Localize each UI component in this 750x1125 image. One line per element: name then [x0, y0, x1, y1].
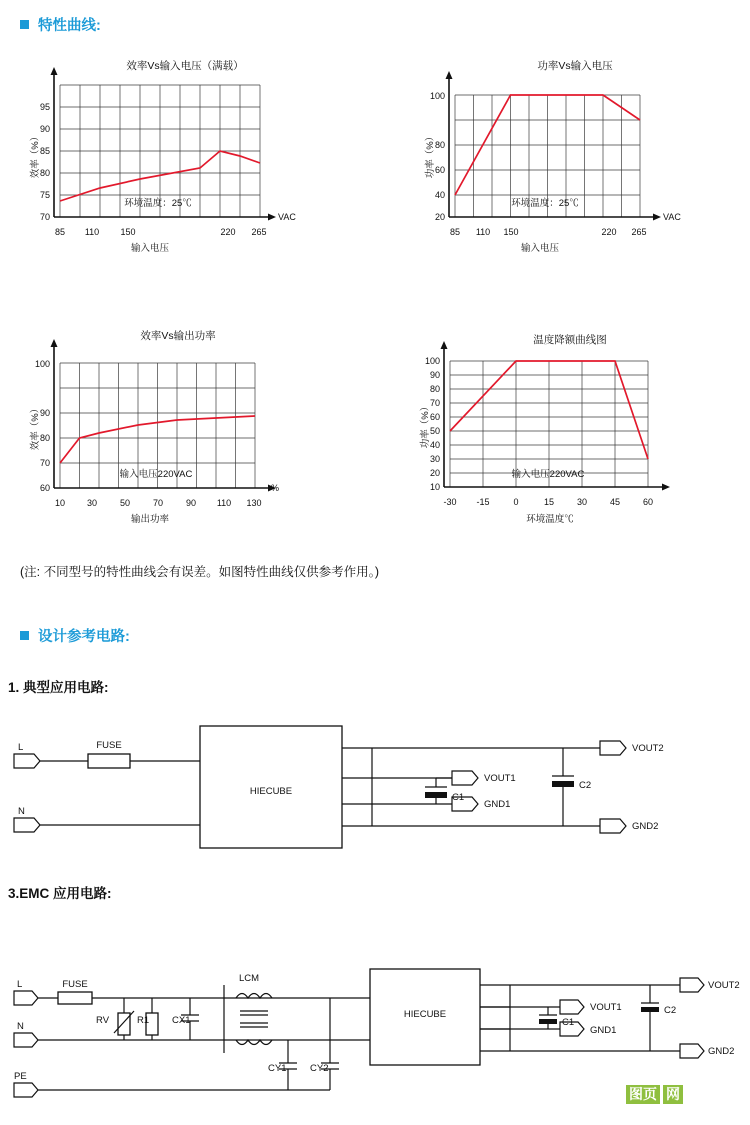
diagram-typical-circuit — [0, 708, 750, 868]
terminal-label-gnd1: GND1 — [484, 799, 511, 810]
ytick: 60 — [39, 483, 50, 493]
terminal-label-vout1: VOUT1 — [484, 773, 516, 784]
xtick: 220 — [601, 227, 617, 237]
xtick: 50 — [119, 498, 131, 508]
xtick: 110 — [84, 227, 100, 237]
ytick: 60 — [434, 165, 445, 175]
ytick: 75 — [39, 190, 50, 200]
component-label-lcm: LCM — [239, 973, 260, 984]
terminal-L — [14, 742, 40, 768]
xtick: 85 — [449, 227, 461, 237]
bullet-icon — [20, 20, 29, 29]
chart-annotation: 输入电压220VAC — [511, 469, 585, 480]
ytick: 20 — [429, 468, 440, 478]
module-label: HIECUBE — [403, 1009, 447, 1020]
chart-annotation: 环境温度：25℃ — [124, 198, 192, 209]
xtick: 85 — [54, 227, 66, 237]
terminal-gnd2 — [600, 819, 658, 833]
x-unit: % — [271, 483, 280, 493]
terminal-vout2 — [600, 741, 664, 755]
component-fuse — [58, 992, 92, 1004]
chart-power-vs-input-voltage — [425, 55, 705, 260]
terminal-label-L: L — [17, 979, 23, 990]
terminal-label-vout2: VOUT2 — [708, 980, 740, 991]
xtick: 0 — [513, 497, 519, 507]
ytick: 85 — [39, 146, 50, 156]
terminal-label-vout1: VOUT1 — [590, 1002, 622, 1013]
component-c1 — [425, 792, 447, 798]
block-title-typical: 1. 典型应用电路: — [8, 680, 109, 695]
xtick: -30 — [443, 497, 457, 507]
ytick: 10 — [429, 482, 440, 492]
xtick: 70 — [152, 498, 164, 508]
component-label-c1: C1 — [452, 792, 465, 803]
component-label-c2: C2 — [579, 780, 592, 791]
section-header-curves — [20, 14, 101, 35]
xtick: 110 — [475, 227, 491, 237]
x-unit: VAC — [278, 212, 296, 222]
x-axis-label: 输入电压 — [520, 243, 560, 254]
xtick: 60 — [642, 497, 654, 507]
section-title-curves: 特性曲线: — [38, 18, 101, 34]
xtick: 265 — [251, 227, 267, 237]
xtick: -15 — [476, 497, 490, 507]
ytick: 70 — [39, 212, 50, 222]
component-label-fuse: FUSE — [96, 740, 122, 751]
chart-title: 功率Vs输入电压 — [537, 60, 613, 72]
terminal-label-PE: PE — [14, 1071, 27, 1082]
xtick: 30 — [576, 497, 588, 507]
chart-title: 效率Vs输入电压（满载） — [126, 60, 244, 72]
y-axis-label: 效率（%） — [30, 131, 41, 179]
terminal-label-L: L — [18, 742, 24, 753]
xtick: 265 — [631, 227, 647, 237]
ytick: 30 — [429, 454, 440, 464]
xtick: 15 — [543, 497, 555, 507]
ytick: 70 — [39, 458, 50, 468]
component-label-cy1: CY1 — [268, 1063, 287, 1074]
module-label: HIECUBE — [249, 786, 293, 797]
chart-temperature-derating — [420, 325, 710, 530]
terminal-gnd2 — [680, 1044, 734, 1058]
chart-title: 温度降额曲线图 — [533, 334, 607, 346]
ytick: 100 — [424, 356, 440, 366]
y-axis-label: 效率（%） — [30, 403, 41, 451]
watermark — [626, 1085, 683, 1104]
ytick: 20 — [434, 212, 445, 222]
component-c2 — [641, 1007, 659, 1012]
component-label-cy2: CY2 — [310, 1063, 329, 1074]
ytick: 90 — [429, 370, 440, 380]
ytick: 60 — [429, 412, 440, 422]
terminal-vout1 — [560, 1000, 622, 1014]
ytick: 95 — [39, 102, 50, 112]
watermark-text-2: 网 — [663, 1085, 683, 1104]
chart-title: 效率Vs输出功率 — [140, 330, 216, 342]
terminal-label-vout2: VOUT2 — [632, 743, 664, 754]
terminal-label-N: N — [18, 806, 25, 817]
bullet-icon — [20, 631, 29, 640]
block-title-emc: 3.EMC 应用电路: — [8, 886, 112, 901]
component-fuse — [88, 754, 130, 768]
xtick: 220 — [220, 227, 236, 237]
xtick: 45 — [609, 497, 621, 507]
component-label-c2: C2 — [664, 1005, 677, 1016]
xtick: 30 — [86, 498, 98, 508]
chart-efficiency-vs-output-power — [30, 325, 310, 530]
component-c1 — [539, 1019, 557, 1024]
ytick: 80 — [429, 384, 440, 394]
chart-annotation: 环境温度：25℃ — [511, 198, 579, 209]
y-axis-label: 功率（%） — [425, 131, 436, 179]
ytick: 90 — [39, 124, 50, 134]
xtick: 10 — [54, 498, 66, 508]
ytick: 90 — [39, 408, 50, 418]
section-header-design — [20, 625, 130, 646]
x-unit: VAC — [663, 212, 681, 222]
xtick: 110 — [216, 498, 232, 508]
ytick: 70 — [429, 398, 440, 408]
chart-efficiency-vs-input-voltage — [30, 55, 310, 260]
terminal-label-gnd2: GND2 — [632, 821, 659, 832]
ytick: 80 — [39, 168, 50, 178]
ytick: 100 — [429, 91, 445, 101]
terminal-N — [14, 806, 40, 832]
xtick: 150 — [120, 227, 136, 237]
xtick: 90 — [185, 498, 197, 508]
terminal-vout2 — [680, 978, 740, 992]
watermark-text-1: 图页 — [626, 1085, 660, 1104]
chart-annotation: 输入电压220VAC — [119, 469, 193, 480]
ytick: 80 — [434, 140, 445, 150]
terminal-vout1 — [452, 771, 516, 785]
ytick: 50 — [429, 426, 440, 436]
ytick: 40 — [434, 190, 445, 200]
terminal-label-gnd2: GND2 — [708, 1046, 735, 1057]
component-label-c1: C1 — [562, 1017, 575, 1028]
section-title-design: 设计参考电路: — [38, 629, 130, 645]
component-rv — [118, 1013, 130, 1035]
x-axis-label: 输出功率 — [130, 514, 170, 525]
ytick: 80 — [39, 433, 50, 443]
component-label-fuse: FUSE — [62, 979, 88, 990]
component-label-cx1: CX1 — [172, 1015, 191, 1026]
y-axis-label: 功率（%） — [420, 401, 431, 449]
component-label-r1: R1 — [137, 1015, 150, 1026]
component-label-rv: RV — [96, 1015, 110, 1026]
xtick: 150 — [503, 227, 519, 237]
curves-note: (注: 不同型号的特性曲线会有误差。如图特性曲线仅供参考作用。) — [20, 565, 380, 579]
terminal-PE — [14, 1071, 38, 1097]
xtick: 130 — [246, 498, 262, 508]
terminal-label-N: N — [17, 1021, 24, 1032]
ytick: 100 — [34, 359, 50, 369]
ytick: 40 — [429, 440, 440, 450]
component-c2 — [552, 781, 574, 787]
terminal-label-gnd1: GND1 — [590, 1025, 617, 1036]
x-axis-label: 输入电压 — [130, 243, 170, 254]
terminal-N — [14, 1021, 38, 1047]
terminal-L — [14, 979, 38, 1005]
x-axis-label: 环境温度℃ — [526, 514, 574, 525]
